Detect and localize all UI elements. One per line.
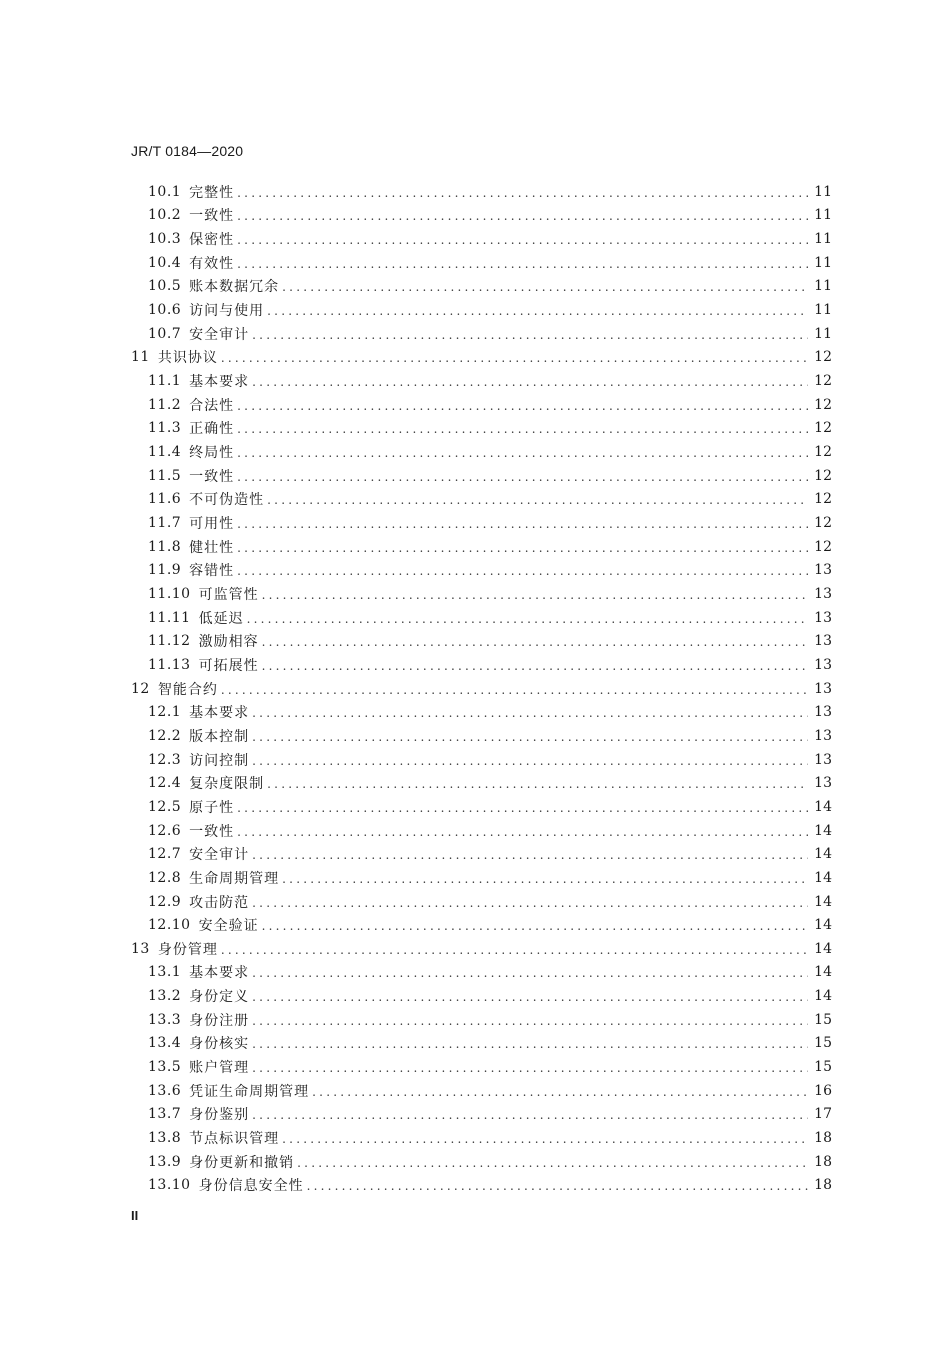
toc-entry[interactable] <box>131 1032 832 1056</box>
toc-entry-title: 低延迟 <box>198 610 244 627</box>
toc-entry-page: 12 <box>814 515 832 532</box>
toc-dot-leader <box>252 730 808 744</box>
toc-entry-title: 身份注册 <box>189 1012 250 1029</box>
toc-entry-number: 11.1 <box>148 373 182 390</box>
toc-entry-title: 激励相容 <box>198 634 259 651</box>
toc-dot-leader <box>237 564 808 578</box>
toc-entry[interactable] <box>131 984 832 1008</box>
toc-entry-page: 11 <box>814 325 832 342</box>
toc-entry[interactable] <box>131 393 832 417</box>
toc-entry-page: 17 <box>814 1106 832 1123</box>
toc-entry-number: 10.5 <box>148 278 182 295</box>
toc-entry-title: 有效性 <box>189 255 235 272</box>
toc-entry-title: 智能合约 <box>157 681 218 698</box>
toc-entry-page: 11 <box>814 231 832 248</box>
toc-entry[interactable] <box>131 677 832 701</box>
toc-entry[interactable] <box>131 724 832 748</box>
toc-entry-page: 12 <box>814 467 832 484</box>
toc-entry-page: 16 <box>814 1082 832 1099</box>
toc-entry-page: 15 <box>814 1011 832 1028</box>
toc-dot-leader <box>252 1108 808 1122</box>
toc-dot-leader <box>312 1085 808 1099</box>
toc-dot-leader <box>262 919 809 933</box>
toc-entry-page: 11 <box>814 183 832 200</box>
toc-entry[interactable] <box>131 700 832 724</box>
toc-entry[interactable] <box>131 298 832 322</box>
toc-dot-leader <box>237 470 808 484</box>
toc-entry[interactable] <box>131 866 832 890</box>
toc-entry-page: 13 <box>814 633 832 650</box>
toc-entry-page: 13 <box>814 680 832 697</box>
toc-entry-page: 14 <box>814 964 832 981</box>
toc-entry-page: 11 <box>814 278 832 295</box>
toc-entry-title: 生命周期管理 <box>189 870 280 887</box>
toc-entry-title: 一致性 <box>189 208 235 225</box>
toc-entry-number: 11.5 <box>148 467 182 484</box>
toc-entry-page: 14 <box>814 798 832 815</box>
toc-entry[interactable] <box>131 488 832 512</box>
toc-entry-title: 身份管理 <box>157 941 218 958</box>
toc-entry[interactable] <box>131 322 832 346</box>
toc-entry-title: 可用性 <box>189 516 235 533</box>
toc-entry-page: 13 <box>814 751 832 768</box>
toc-entry-number: 10.6 <box>148 302 182 319</box>
toc-entry-number: 11.8 <box>148 538 182 555</box>
toc-dot-leader <box>252 848 808 862</box>
toc-entry-page: 18 <box>814 1130 832 1147</box>
toc-dot-leader <box>282 872 808 886</box>
toc-entry-title: 身份核实 <box>189 1036 250 1053</box>
toc-entry-page: 14 <box>814 822 832 839</box>
toc-entry-page: 13 <box>814 656 832 673</box>
toc-entry-title: 访问与使用 <box>189 303 265 320</box>
toc-dot-leader <box>252 1037 808 1051</box>
toc-entry-title: 攻击防范 <box>189 894 250 911</box>
toc-entry-page: 14 <box>814 988 832 1005</box>
toc-entry-page: 13 <box>814 704 832 721</box>
toc-dot-leader <box>252 896 808 910</box>
toc-dot-leader <box>237 186 808 200</box>
toc-entry[interactable] <box>131 464 832 488</box>
toc-entry-number: 11.6 <box>148 491 182 508</box>
toc-entry[interactable] <box>131 1174 832 1198</box>
toc-entry-number: 12.4 <box>148 775 182 792</box>
toc-entry-page: 12 <box>814 420 832 437</box>
toc-entry[interactable] <box>131 1079 832 1103</box>
toc-entry[interactable] <box>131 748 832 772</box>
toc-dot-leader <box>267 304 808 318</box>
toc-entry-page: 11 <box>814 207 832 224</box>
toc-dot-leader <box>307 1179 809 1193</box>
toc-entry[interactable] <box>131 1008 832 1032</box>
toc-entry-page: 15 <box>814 1059 832 1076</box>
toc-entry-number: 13.6 <box>148 1082 182 1099</box>
toc-entry-number: 11.12 <box>148 633 191 650</box>
toc-entry-title: 凭证生命周期管理 <box>189 1083 310 1100</box>
toc-entry[interactable] <box>131 961 832 985</box>
toc-entry-number: 12 <box>131 680 150 697</box>
toc-entry-title: 可拓展性 <box>198 657 259 674</box>
toc-dot-leader <box>262 659 809 673</box>
toc-entry-title: 账本数据冗余 <box>189 279 280 296</box>
toc-entry-title: 健壮性 <box>189 539 235 556</box>
toc-entry-title: 保密性 <box>189 232 235 249</box>
toc-dot-leader <box>252 966 808 980</box>
toc-entry[interactable] <box>131 1150 832 1174</box>
toc-entry[interactable] <box>131 346 832 370</box>
toc-entry-title: 身份定义 <box>189 989 250 1006</box>
toc-entry-number: 13.2 <box>148 988 182 1005</box>
toc-dot-leader <box>252 754 808 768</box>
toc-entry-title: 访问控制 <box>189 752 250 769</box>
toc-entry-number: 12.8 <box>148 869 182 886</box>
toc-entry[interactable] <box>131 1055 832 1079</box>
toc-dot-leader <box>221 351 808 365</box>
toc-entry-number: 13.1 <box>148 964 182 981</box>
toc-entry-number: 10.2 <box>148 207 182 224</box>
toc-entry-title: 合法性 <box>189 397 235 414</box>
toc-entry-number: 12.7 <box>148 846 182 863</box>
toc-entry[interactable] <box>131 227 832 251</box>
toc-entry-title: 不可伪造性 <box>189 492 265 509</box>
toc-dot-leader <box>252 375 808 389</box>
toc-entry-number: 10.3 <box>148 231 182 248</box>
toc-entry[interactable] <box>131 440 832 464</box>
toc-entry-page: 12 <box>814 538 832 555</box>
toc-entry-number: 11 <box>131 349 150 366</box>
toc-entry[interactable] <box>131 819 832 843</box>
toc-entry[interactable] <box>131 204 832 228</box>
toc-entry-number: 12.2 <box>148 727 182 744</box>
toc-entry-number: 13.8 <box>148 1130 182 1147</box>
toc-dot-leader <box>267 493 808 507</box>
toc-dot-leader <box>237 541 808 555</box>
toc-dot-leader <box>237 446 808 460</box>
toc-entry-page: 12 <box>814 396 832 413</box>
toc-dot-leader <box>252 1061 808 1075</box>
toc-entry-number: 11.7 <box>148 515 182 532</box>
toc-entry-title: 一致性 <box>189 823 235 840</box>
toc-entry-title: 复杂度限制 <box>189 776 265 793</box>
toc-entry-number: 10.4 <box>148 254 182 271</box>
toc-entry-number: 11.11 <box>148 609 191 626</box>
toc-entry[interactable] <box>131 913 832 937</box>
toc-entry-title: 身份鉴别 <box>189 1107 250 1124</box>
toc-entry-page: 13 <box>814 727 832 744</box>
toc-entry-number: 12.1 <box>148 704 182 721</box>
toc-entry[interactable] <box>131 795 832 819</box>
toc-entry-number: 13.9 <box>148 1153 182 1170</box>
toc-entry-page: 12 <box>814 373 832 390</box>
toc-entry-number: 13.4 <box>148 1035 182 1052</box>
toc-dot-leader <box>282 280 808 294</box>
toc-entry[interactable] <box>131 251 832 275</box>
toc-entry-number: 12.9 <box>148 893 182 910</box>
toc-dot-leader <box>221 943 808 957</box>
toc-dot-leader <box>297 1156 808 1170</box>
toc-entry-page: 12 <box>814 491 832 508</box>
toc-entry-page: 18 <box>814 1153 832 1170</box>
toc-entry-page: 13 <box>814 585 832 602</box>
toc-entry-title: 正确性 <box>189 421 235 438</box>
toc-entry[interactable] <box>131 629 832 653</box>
toc-entry-number: 13.10 <box>148 1177 191 1194</box>
toc-entry-title: 节点标识管理 <box>189 1131 280 1148</box>
toc-dot-leader <box>262 588 809 602</box>
toc-entry-number: 11.4 <box>148 444 182 461</box>
toc-dot-leader <box>252 1014 808 1028</box>
toc-entry-page: 18 <box>814 1177 832 1194</box>
toc-entry-number: 11.10 <box>148 585 191 602</box>
toc-entry-page: 12 <box>814 444 832 461</box>
toc-dot-leader <box>252 328 808 342</box>
toc-entry-number: 12.10 <box>148 917 191 934</box>
toc-entry-number: 13.7 <box>148 1106 182 1123</box>
toc-entry-title: 身份更新和撤销 <box>189 1154 295 1171</box>
toc-entry-number: 13 <box>131 940 150 957</box>
toc-entry-page: 14 <box>814 917 832 934</box>
toc-entry[interactable] <box>131 369 832 393</box>
toc-entry-title: 身份信息安全性 <box>198 1178 304 1195</box>
toc-entry-page: 15 <box>814 1035 832 1052</box>
toc-entry-title: 基本要求 <box>189 705 250 722</box>
toc-dot-leader <box>247 612 809 626</box>
toc-entry-title: 安全审计 <box>189 326 250 343</box>
toc-entry-title: 安全审计 <box>189 847 250 864</box>
toc-dot-leader <box>221 683 808 697</box>
toc-entry-title: 可监管性 <box>198 586 259 603</box>
toc-entry[interactable] <box>131 180 832 204</box>
toc-entry[interactable] <box>131 771 832 795</box>
toc-entry-number: 11.9 <box>148 562 182 579</box>
toc-dot-leader <box>237 233 808 247</box>
toc-entry[interactable] <box>131 1103 832 1127</box>
toc-entry-title: 安全验证 <box>198 918 259 935</box>
toc-entry-title: 账户管理 <box>189 1060 250 1077</box>
toc-entry-page: 13 <box>814 775 832 792</box>
toc-entry-title: 容错性 <box>189 563 235 580</box>
toc-entry[interactable] <box>131 582 832 606</box>
toc-entry[interactable] <box>131 275 832 299</box>
toc-entry[interactable] <box>131 1126 832 1150</box>
toc-entry-number: 12.6 <box>148 822 182 839</box>
toc-entry-page: 14 <box>814 893 832 910</box>
page-number-footer: II <box>131 1208 139 1223</box>
toc-entry-page: 14 <box>814 940 832 957</box>
toc-dot-leader <box>237 209 808 223</box>
toc-dot-leader <box>267 777 808 791</box>
toc-dot-leader <box>237 801 808 815</box>
toc-entry-number: 10.1 <box>148 183 182 200</box>
toc-entry-number: 11.3 <box>148 420 182 437</box>
toc-entry-title: 一致性 <box>189 468 235 485</box>
toc-entry[interactable] <box>131 511 832 535</box>
toc-dot-leader <box>237 422 808 436</box>
toc-entry-page: 14 <box>814 846 832 863</box>
toc-dot-leader <box>252 706 808 720</box>
toc-dot-leader <box>237 399 808 413</box>
toc-entry-page: 11 <box>814 254 832 271</box>
toc-entry-title: 基本要求 <box>189 374 250 391</box>
toc-entry-title: 基本要求 <box>189 965 250 982</box>
toc-entry[interactable] <box>131 937 832 961</box>
toc-entry[interactable] <box>131 842 832 866</box>
toc-entry[interactable] <box>131 559 832 583</box>
toc-entry-number: 10.7 <box>148 325 182 342</box>
toc-entry-page: 12 <box>814 349 832 366</box>
toc-entry-page: 11 <box>814 302 832 319</box>
toc-dot-leader <box>282 1132 808 1146</box>
toc-dot-leader <box>252 990 808 1004</box>
toc-dot-leader <box>237 825 808 839</box>
toc-entry-page: 14 <box>814 869 832 886</box>
toc-entry-page: 13 <box>814 609 832 626</box>
table-of-contents <box>131 180 832 1197</box>
toc-entry-number: 13.3 <box>148 1011 182 1028</box>
toc-entry[interactable] <box>131 606 832 630</box>
toc-dot-leader <box>237 517 808 531</box>
toc-entry-title: 共识协议 <box>157 350 218 367</box>
toc-entry-number: 11.13 <box>148 656 191 673</box>
toc-dot-leader <box>237 257 808 271</box>
toc-entry-title: 终局性 <box>189 445 235 462</box>
toc-entry-title: 完整性 <box>189 184 235 201</box>
toc-dot-leader <box>262 635 809 649</box>
toc-entry[interactable] <box>131 653 832 677</box>
toc-entry[interactable] <box>131 417 832 441</box>
toc-entry-title: 版本控制 <box>189 728 250 745</box>
document-header-code: JR/T 0184—2020 <box>131 143 244 159</box>
toc-entry-page: 13 <box>814 562 832 579</box>
toc-entry-number: 13.5 <box>148 1059 182 1076</box>
toc-entry-number: 11.2 <box>148 396 182 413</box>
toc-entry[interactable] <box>131 890 832 914</box>
toc-entry-number: 12.5 <box>148 798 182 815</box>
toc-entry-number: 12.3 <box>148 751 182 768</box>
toc-entry[interactable] <box>131 535 832 559</box>
toc-entry-title: 原子性 <box>189 799 235 816</box>
